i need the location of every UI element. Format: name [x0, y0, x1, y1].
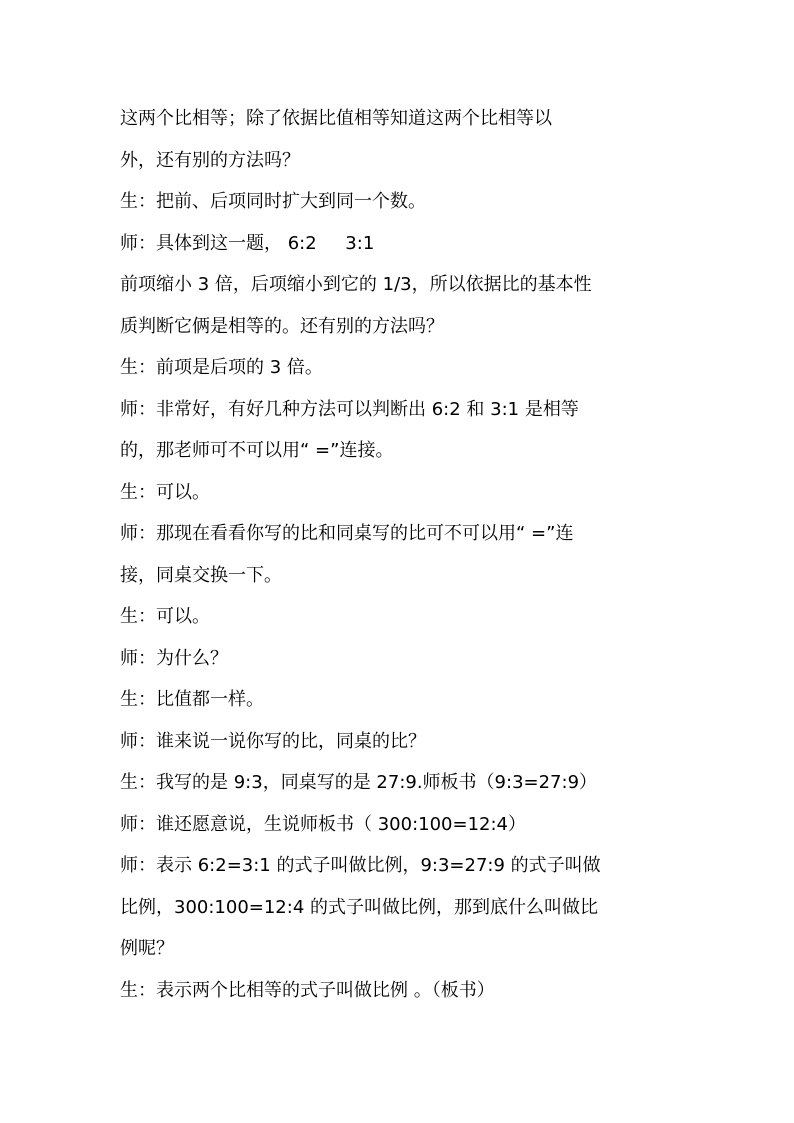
text-line: 例呢？: [120, 938, 174, 959]
text-line: 质判断它俩是相等的。还有别的方法吗？: [120, 315, 444, 337]
text-line: 师：具体到这一题， 6:2 3:1: [120, 232, 375, 254]
text-line: 接，同桌交换一下。: [120, 564, 282, 586]
text-line: 师：为什么？: [120, 647, 228, 669]
text-line: 这两个比相等；除了依据比值相等知道这两个比相等以: [120, 108, 552, 129]
text-line: 师：非常好，有好几种方法可以判断出 6:2 和 3:1 是相等: [120, 398, 579, 420]
text-line: 生：前项是后项的 3 倍。: [120, 357, 323, 378]
text-line: 师：谁来说一说你写的比，同桌的比？: [120, 730, 426, 752]
text-line: 生：我写的是 9:3，同桌写的是 27:9.师板书（9:3=27:9）: [120, 772, 598, 793]
text-line: 生：把前、后项同时扩大到同一个数。: [120, 191, 426, 212]
text-line: 前项缩小 3 倍，后项缩小到它的 1/3，所以依据比的基本性: [120, 274, 592, 295]
text-line: 外，还有别的方法吗？: [120, 149, 300, 171]
text-line: 师：那现在看看你写的比和同桌写的比可不可以用“ =”连: [120, 523, 574, 544]
text-line: 生：比值都一样。: [120, 689, 264, 710]
text-line: 师：表示 6:2=3:1 的式子叫做比例，9:3=27:9 的式子叫做: [120, 855, 601, 876]
text-line: 的，那老师可不可以用“ =”连接。: [120, 440, 394, 461]
text-line: 生：可以。: [120, 606, 210, 627]
body-text: [120, 98, 680, 1011]
text-line: 生：表示两个比相等的式子叫做比例 。（板书）: [120, 979, 495, 1001]
text-line: 生：可以。: [120, 481, 210, 503]
text-line: 比例，300:100=12:4 的式子叫做比例，那到底什么叫做比: [120, 896, 598, 918]
text-line: 师：谁还愿意说，生说师板书（ 300:100=12:4）: [120, 813, 527, 835]
